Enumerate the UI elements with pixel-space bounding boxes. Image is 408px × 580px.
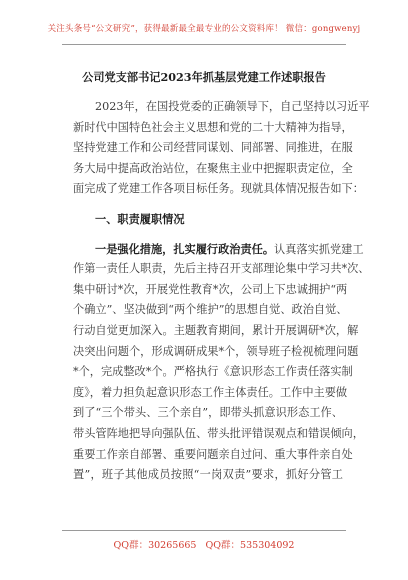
footer-qq-group-2: QQ群：535304092: [205, 540, 295, 551]
document-title: 公司党支部书记2023年抓基层党建工作述职报告: [82, 70, 326, 84]
paragraph-line: 重要工作亲自部署、重要问题亲自过问、重大事件亲自处: [73, 447, 353, 461]
header-divider: [62, 44, 346, 45]
paragraph-line: 度》，着力担负起意识形态工作主体责任。工作中主要做: [73, 385, 348, 399]
paragraph-line: 务大局中提高政治站位，在聚焦主业中把握职责定位，全: [73, 161, 353, 175]
paragraph-line: 带头管阵地把导向强队伍、带头批评错误观点和错误倾向，: [73, 426, 364, 440]
paragraph-line: 新时代中国特色社会主义思想和党的二十大精神为指导，: [73, 120, 353, 134]
footer-divider: [62, 530, 346, 531]
paragraph-line: 2023年，在国投党委的正确领导下，自己坚持以习近平: [95, 100, 370, 113]
paragraph-line: 置”，班子其他成员按照“一岗双责”要求，抓好分管工: [73, 468, 343, 482]
paragraph-line: 行动自觉更加深入。主题教育期间，累计开展调研*次，解: [73, 323, 359, 337]
paragraph-line: 个确立”、坚决做到“两个维护”的思想自觉、政治自觉、: [73, 303, 348, 317]
paragraph-line: 坚持党建工作和公司经营同谋划、同部署、同推进，在服: [73, 141, 353, 155]
paragraph-line: 到了“三个带头、三个亲自”，即带头抓意识形态工作、: [73, 406, 343, 420]
header-promo-note: 关注头条号“公文研究”，获得最新最全最专业的公文资料库！ 微信：gongwenyj: [47, 24, 361, 34]
paragraph-line: 集中研讨*次，开展党性教育*次，公司上下忠诚拥护“两: [73, 282, 348, 296]
paragraph-text: 认真落实抓党建工: [274, 242, 364, 256]
paragraph-line: 面完成了党建工作各项目标任务。现就具体情况报告如下：: [73, 182, 364, 196]
paragraph-lead: 一是强化措施，扎实履行政治责任。: [95, 241, 275, 256]
document-body: [73, 97, 370, 486]
paragraph-line: 决突出问题个，形成调研成果*个，领导班子检视梳理问题: [73, 344, 359, 358]
paragraph-line: 作第一责任人职责，先后主持召开支部理论集中学习共*次、: [73, 262, 370, 276]
section-heading: 一、职责履职情况: [95, 211, 185, 226]
paragraph-line: *个，完成整改*个。严格执行《意识形态工作责任落实制: [73, 365, 353, 379]
paragraph-line: [73, 239, 364, 260]
footer-qq-group-1: QQ群：30265665: [113, 540, 197, 551]
footer-qq-groups: [0, 537, 408, 551]
